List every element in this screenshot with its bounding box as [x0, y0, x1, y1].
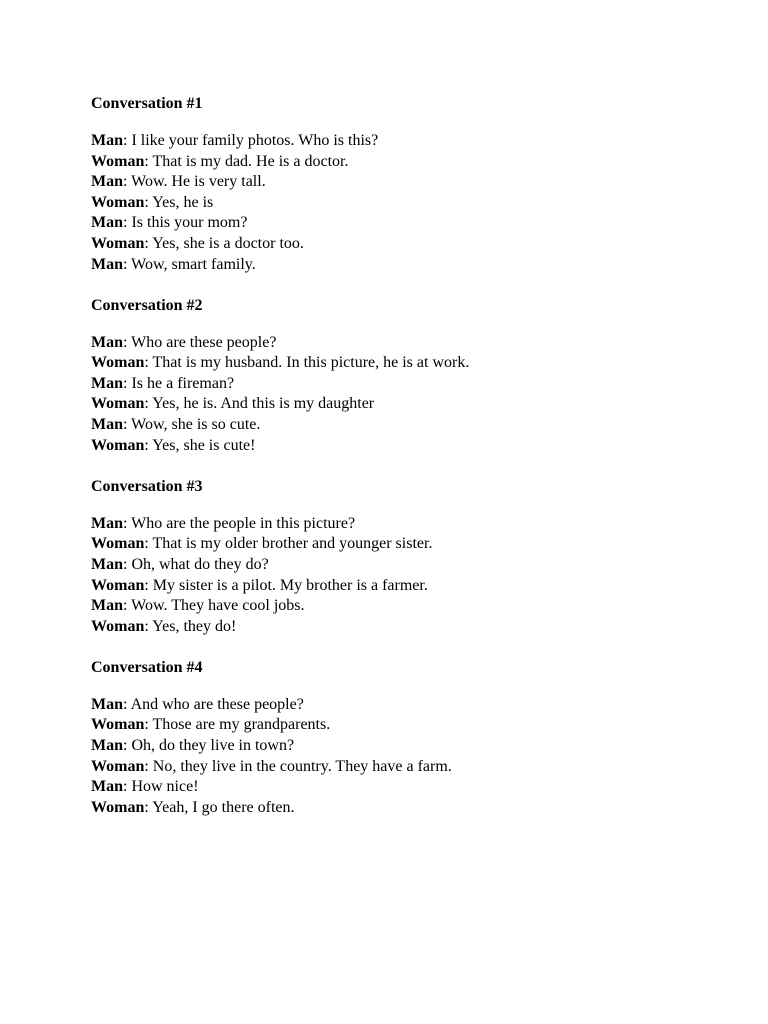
dialogue-text: : Oh, do they live in town? [123, 736, 295, 754]
dialogue-text: : Yes, he is [144, 193, 214, 211]
dialogue-line [91, 777, 731, 798]
speaker-name: Man [91, 173, 123, 191]
dialogue-line [91, 353, 731, 374]
speaker-name: Woman [91, 152, 145, 170]
dialogue-text: : Wow, she is so cute. [123, 416, 261, 434]
dialogue-text: : No, they live in the country. They have a farm. [144, 757, 452, 775]
dialogue-line [91, 415, 731, 436]
dialogue-line [91, 152, 731, 173]
speaker-name: Man [91, 214, 123, 232]
conversation-title: Conversation #4 [91, 658, 203, 676]
conversation-section [91, 475, 731, 638]
speaker-name: Woman [91, 436, 145, 454]
speaker-name: Man [91, 333, 123, 351]
dialogue-line [91, 596, 731, 617]
dialogue-line [91, 374, 731, 395]
speaker-name: Woman [91, 617, 145, 635]
conversation-title: Conversation #1 [91, 95, 203, 112]
dialogue-text: : Yes, they do! [144, 617, 237, 635]
speaker-name: Man [91, 132, 123, 149]
dialogue-text: : Is he a fireman? [123, 374, 235, 392]
speaker-name: Man [91, 514, 123, 532]
speaker-name: Man [91, 555, 123, 573]
speaker-name: Woman [91, 234, 145, 252]
conversation-section [91, 656, 731, 819]
dialogue-line [91, 234, 731, 255]
dialogue-text: : That is my older brother and younger sister. [144, 535, 433, 553]
dialogue-text: : And who are these people? [123, 695, 304, 713]
speaker-name: Man [91, 416, 123, 434]
dialogue-line [91, 213, 731, 234]
dialogue-text: : Yes, she is cute! [144, 436, 256, 454]
speaker-name: Man [91, 736, 123, 754]
dialogue-text: : Wow. He is very tall. [123, 173, 266, 191]
dialogue-text: : Yes, she is a doctor too. [144, 234, 304, 252]
speaker-name: Man [91, 597, 123, 615]
dialogue-line [91, 798, 731, 819]
speaker-name: Woman [91, 535, 145, 553]
speaker-name: Man [91, 778, 123, 796]
speaker-name: Woman [91, 576, 145, 594]
dialogue-text: : Who are the people in this picture? [123, 514, 356, 532]
dialogue-line [91, 534, 731, 555]
dialogue-line [91, 757, 731, 778]
dialogue-text: : My sister is a pilot. My brother is a farmer. [144, 576, 428, 594]
dialogue-text: : Yeah, I go there often. [144, 798, 295, 816]
dialogue-line [91, 394, 731, 415]
dialogue-text: : Wow, smart family. [123, 255, 256, 273]
speaker-name: Woman [91, 193, 145, 211]
speaker-name: Woman [91, 716, 145, 734]
dialogue-text: : That is my husband. In this picture, he is at work. [144, 354, 470, 372]
dialogue-line [91, 333, 731, 354]
dialogue-line [91, 695, 731, 716]
dialogue-text: : I like your family photos. Who is this? [123, 132, 379, 149]
speaker-name: Man [91, 374, 123, 392]
dialogue-line [91, 172, 731, 193]
dialogue-line [91, 255, 731, 276]
speaker-name: Woman [91, 798, 145, 816]
dialogue-text: : Is this your mom? [123, 214, 248, 232]
dialogue-text: : Who are these people? [123, 333, 277, 351]
dialogue-text: : Those are my grandparents. [144, 716, 331, 734]
speaker-name: Man [91, 255, 123, 273]
speaker-name: Woman [91, 395, 145, 413]
dialogue-line [91, 514, 731, 535]
dialogue-line [91, 131, 731, 152]
dialogue-line [91, 555, 731, 576]
dialogue-text: : That is my dad. He is a doctor. [144, 152, 349, 170]
dialogue-text: : Wow. They have cool jobs. [123, 597, 305, 615]
dialogue-line [91, 617, 731, 638]
dialogue-line [91, 736, 731, 757]
dialogue-line [91, 715, 731, 736]
speaker-name: Woman [91, 757, 145, 775]
conversation-title: Conversation #3 [91, 477, 203, 495]
conversation-section [91, 294, 731, 457]
dialogue-line [91, 576, 731, 597]
conversation-title: Conversation #2 [91, 296, 203, 314]
dialogue-text: : Oh, what do they do? [123, 555, 269, 573]
conversation-section [91, 92, 731, 275]
speaker-name: Woman [91, 354, 145, 372]
document-page [91, 92, 731, 837]
dialogue-text: : How nice! [123, 778, 199, 796]
dialogue-text: : Yes, he is. And this is my daughter [144, 395, 375, 413]
dialogue-line [91, 436, 731, 457]
dialogue-line [91, 193, 731, 214]
speaker-name: Man [91, 695, 123, 713]
